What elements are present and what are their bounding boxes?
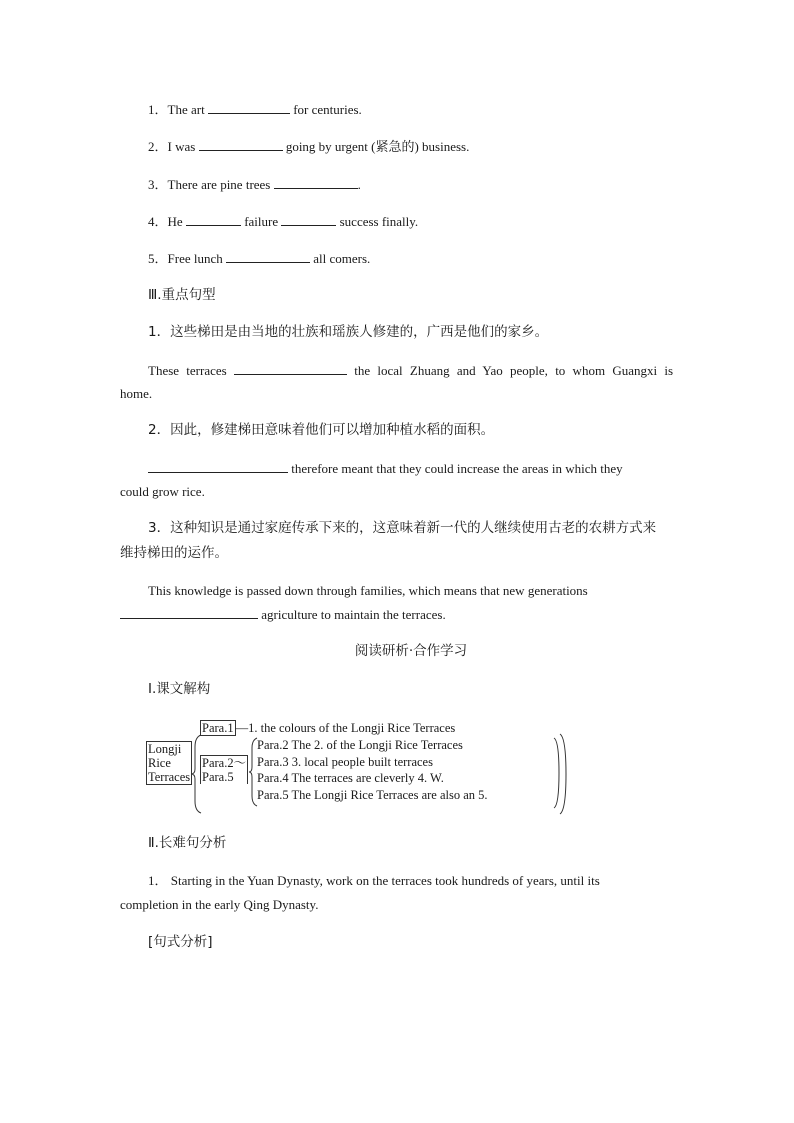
group-label-line: Para.2～ [202, 756, 247, 770]
sentence-english [148, 361, 673, 380]
sentence-chinese-cont: 维持梯田的运作。 [120, 545, 228, 561]
sentence-text: the local Zhuang and Yao people, to whom Guangxi is [354, 363, 674, 378]
exercise-text: all comers. [313, 251, 371, 266]
exercise-number: 1． [148, 102, 168, 117]
sentence-english-cont [120, 605, 446, 624]
exercise-1 [148, 100, 362, 119]
answer-blank[interactable] [199, 137, 283, 151]
exercise-text: success finally. [339, 214, 419, 229]
exercise-text: I was [167, 139, 196, 154]
answer-blank[interactable] [281, 212, 336, 226]
para1-row [200, 720, 455, 736]
answer-blank[interactable] [208, 100, 290, 114]
long-sentence: 1． Starting in the Yuan Dynasty, work on the terraces took hundreds of years, until its [148, 873, 600, 888]
section-heading: Ⅱ.长难句分析 [148, 835, 227, 851]
sentence-text: agriculture to maintain the terraces. [261, 607, 446, 622]
root-line: Rice [148, 756, 171, 770]
sub-item: Para.4 The terraces are cleverly 4. W. [257, 771, 444, 785]
root-line: Longji [148, 742, 182, 756]
section-heading: Ⅲ.重点句型 [148, 287, 216, 303]
answer-blank[interactable] [120, 605, 258, 619]
exercise-text: failure [244, 214, 279, 229]
exercise-text: The art [167, 102, 205, 117]
root-line: Terraces [148, 770, 191, 784]
answer-blank[interactable] [186, 212, 241, 226]
long-sentence-cont: completion in the early Qing Dynasty. [120, 897, 319, 912]
exercise-text: He [167, 214, 183, 229]
sentence-chinese: 2．因此，修建梯田意味着他们可以增加种植水稻的面积。 [148, 422, 495, 438]
group-label [200, 755, 248, 784]
sentence-english: This knowledge is passed down through families, which means that new generations [148, 583, 588, 598]
root-box [146, 741, 192, 785]
sentence-chinese: 3．这种知识是通过家庭传承下来的，这意味着新一代的人继续使用古老的农耕方式来 [148, 520, 657, 536]
exercise-text: There are pine trees [167, 177, 271, 192]
answer-blank[interactable] [148, 459, 288, 473]
exercise-text: . [357, 177, 361, 192]
sentence-english-cont: home. [120, 386, 153, 401]
exercise-2 [148, 137, 469, 156]
exercise-number: 2． [148, 139, 168, 154]
sentence-text: therefore meant that they could increase the areas in which they [291, 461, 623, 476]
section-heading: Ⅰ.课文解构 [148, 681, 211, 697]
exercise-text: Free lunch [167, 251, 223, 266]
exercise-5 [148, 249, 370, 268]
group-label-line: Para.5 [202, 770, 234, 784]
exercise-number: 4． [148, 214, 168, 229]
para1-label: Para.1 [202, 721, 234, 735]
exercise-4 [148, 212, 418, 231]
answer-blank[interactable] [274, 175, 358, 189]
answer-blank[interactable] [226, 249, 310, 263]
exercise-number: 5． [148, 251, 168, 266]
exercise-text: going by urgent (紧急的) business. [285, 139, 470, 154]
answer-blank[interactable] [234, 361, 347, 375]
exercise-3 [148, 175, 361, 194]
sentence-english-cont: could grow rice. [120, 484, 205, 499]
reading-section-title: 阅读研析·合作学习 [354, 643, 468, 659]
sub-item: Para.3 3. local people built terraces [257, 755, 433, 769]
sub-item: Para.2 The 2. of the Longji Rice Terraces [257, 738, 463, 752]
sentence-text: These terraces [148, 363, 227, 378]
sentence-chinese: 1．这些梯田是由当地的壮族和瑶族人修建的，广西是他们的家乡。 [148, 324, 549, 340]
exercise-number: 3． [148, 177, 168, 192]
para1-text: —1. the colours of the Longji Rice Terraces [235, 721, 456, 735]
sub-item: Para.5 The Longji Rice Terraces are also an 5. [257, 788, 488, 802]
exercise-text: for centuries. [293, 102, 362, 117]
closing-brace-outer [559, 734, 567, 814]
sentence-english [148, 459, 673, 478]
pattern-analysis-label: [句式分析] [148, 934, 213, 950]
